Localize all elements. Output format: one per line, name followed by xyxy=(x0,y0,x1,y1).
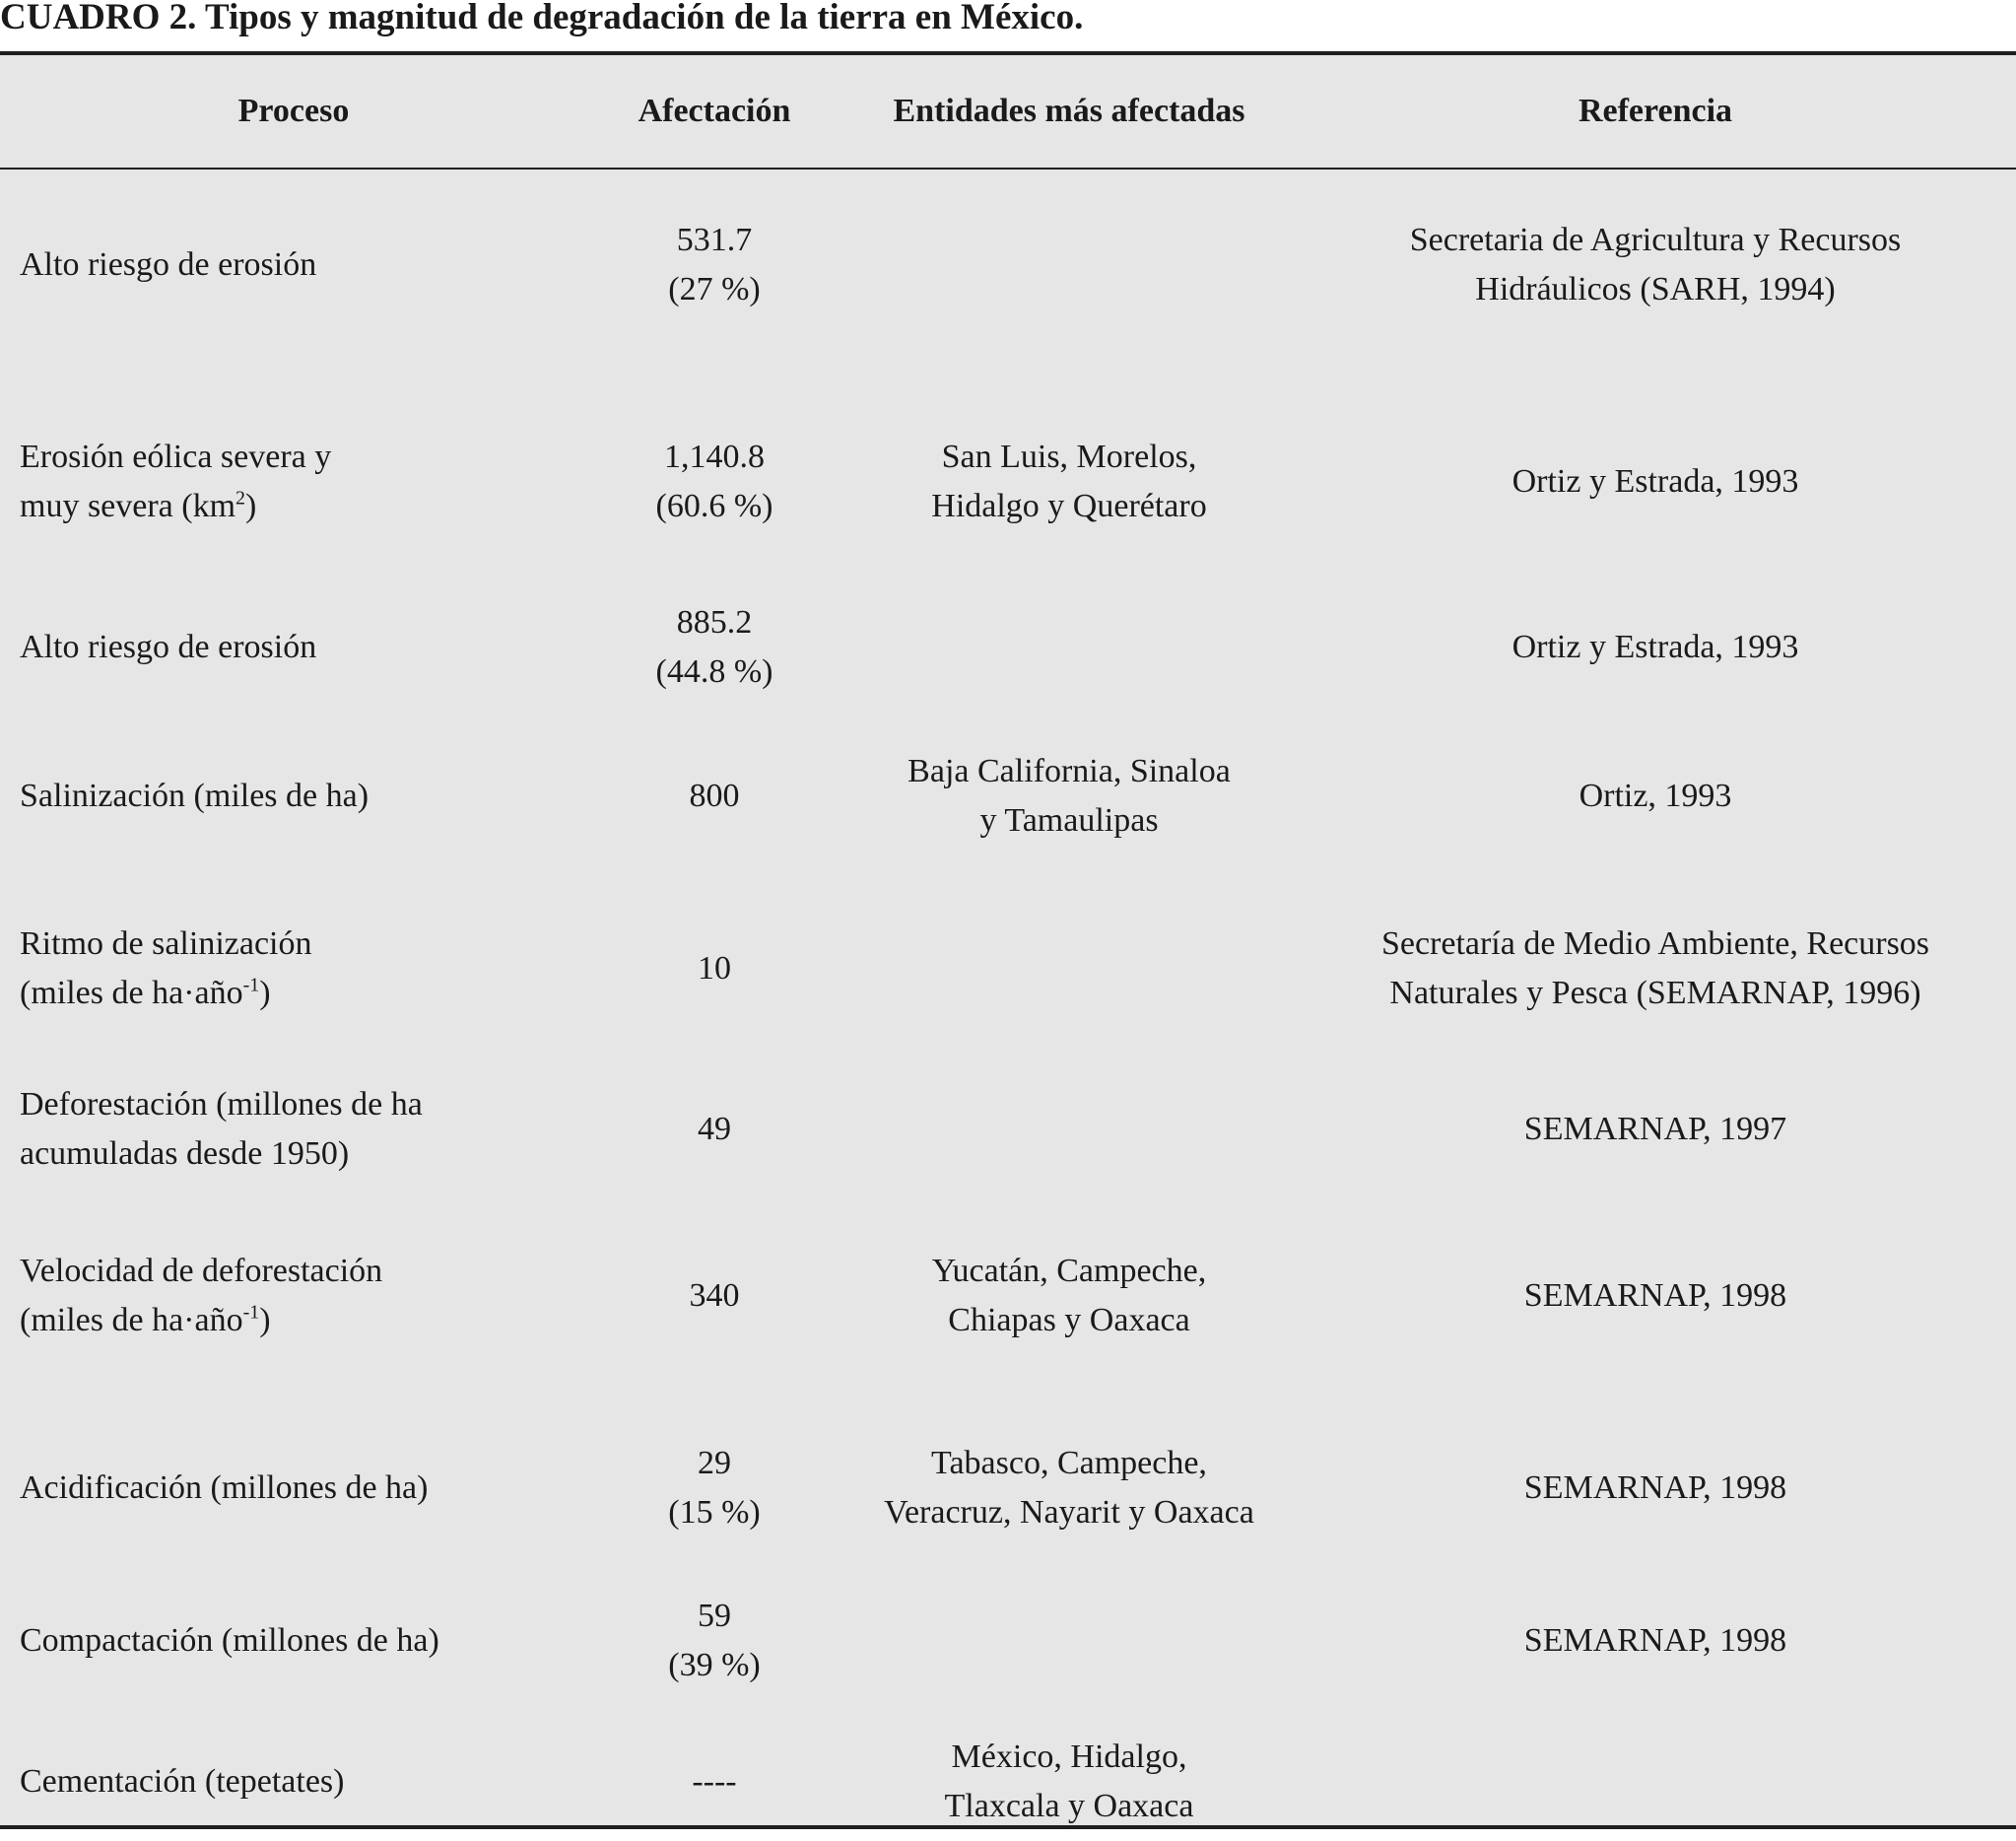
cell-afectacion xyxy=(616,910,813,1028)
cell-line: 531.7 xyxy=(676,221,753,258)
cell-line: Hidalgo y Querétaro xyxy=(931,487,1207,524)
cell-proceso xyxy=(20,737,611,855)
cell-line: Velocidad de deforestación xyxy=(20,1253,383,1289)
cell-line: 29 xyxy=(698,1445,731,1481)
cell-referencia xyxy=(1310,1070,2000,1189)
cell-referencia xyxy=(1310,1723,2000,1841)
cell-proceso xyxy=(20,1237,611,1355)
cell-entidades xyxy=(833,1070,1306,1189)
cell-line xyxy=(20,482,256,531)
cell-line: Tlaxcala y Oaxaca xyxy=(944,1788,1194,1824)
header-proceso: Proceso xyxy=(237,93,350,129)
cell-line: Tabasco, Campeche, xyxy=(931,1445,1207,1481)
cell-proceso xyxy=(20,1429,611,1547)
cell-afectacion xyxy=(616,737,813,855)
superscript: 2 xyxy=(235,487,246,510)
cell-referencia xyxy=(1310,737,2000,855)
table-row xyxy=(0,737,2016,855)
cell-afectacion xyxy=(616,1582,813,1700)
cell-line: 1,140.8 xyxy=(664,438,765,475)
cell-line: Acidificación (millones de ha) xyxy=(20,1469,429,1506)
cell-proceso xyxy=(20,170,611,360)
cell-line: Secretaría de Medio Ambiente, Recursos xyxy=(1380,925,1930,962)
cell-line: Alto riesgo de erosión xyxy=(20,245,317,283)
superscript: -1 xyxy=(242,974,260,996)
table-row xyxy=(0,1237,2016,1355)
cell-line: (39 %) xyxy=(668,1647,761,1683)
cell-entidades xyxy=(833,170,1306,360)
cell-text: (miles de ha·año xyxy=(20,1302,243,1338)
cell-text: ) xyxy=(259,1302,271,1338)
cell-line xyxy=(20,969,271,1018)
cell-line: SEMARNAP, 1998 xyxy=(1523,1622,1787,1659)
cell-line: ---- xyxy=(692,1763,737,1800)
cell-line: 800 xyxy=(689,778,740,814)
cell-line: Secretaria de Agricultura y Recursos xyxy=(1409,221,1902,258)
header-entidades: Entidades más afectadas xyxy=(893,93,1245,129)
header-afectacion: Afectación xyxy=(638,93,791,129)
cell-entidades xyxy=(833,1723,1306,1841)
cell-proceso xyxy=(20,1070,611,1189)
cell-line: Alto riesgo de erosión xyxy=(20,629,317,665)
cell-line: SEMARNAP, 1997 xyxy=(1523,1111,1787,1147)
cell-line: Yucatán, Campeche, xyxy=(931,1253,1207,1289)
cell-referencia xyxy=(1310,1582,2000,1700)
cell-line: Baja California, Sinaloa xyxy=(907,753,1231,789)
cell-entidades xyxy=(833,1582,1306,1700)
cell-line: SEMARNAP, 1998 xyxy=(1523,1277,1787,1314)
cell-line: Ritmo de salinización xyxy=(20,925,312,962)
cell-line: Deforestación (millones de ha xyxy=(20,1086,423,1123)
cell-proceso xyxy=(20,910,611,1028)
table-row xyxy=(0,1070,2016,1189)
cell-line: SEMARNAP, 1998 xyxy=(1523,1469,1787,1506)
cell-line: 340 xyxy=(689,1277,740,1314)
cell-line xyxy=(20,1296,271,1345)
cell-line: y Tamaulipas xyxy=(979,802,1159,839)
cell-line: Hidráulicos (SARH, 1994) xyxy=(1475,270,1836,307)
cell-line: Salinización (miles de ha) xyxy=(20,778,370,814)
cell-line: Veracruz, Nayarit y Oaxaca xyxy=(884,1494,1254,1531)
cell-line: Erosión eólica severa y xyxy=(20,438,332,475)
header-referencia: Referencia xyxy=(1578,93,1733,129)
cell-line: (44.8 %) xyxy=(655,653,773,690)
cell-entidades xyxy=(833,1429,1306,1547)
cell-referencia xyxy=(1310,400,2000,563)
cell-entidades xyxy=(833,1237,1306,1355)
cell-afectacion xyxy=(616,170,813,360)
cell-entidades xyxy=(833,737,1306,855)
cell-line: 49 xyxy=(698,1111,731,1147)
cell-line: (60.6 %) xyxy=(655,487,773,524)
cell-line: (15 %) xyxy=(668,1494,761,1531)
cell-afectacion xyxy=(616,1723,813,1841)
cell-line: Naturales y Pesca (SEMARNAP, 1996) xyxy=(1389,975,1921,1011)
superscript: -1 xyxy=(242,1301,260,1324)
cell-afectacion xyxy=(616,400,813,563)
cell-proceso xyxy=(20,588,611,707)
cell-line: 10 xyxy=(698,950,731,987)
cell-line: Ortiz y Estrada, 1993 xyxy=(1512,629,1799,665)
data-table xyxy=(0,51,2016,1829)
table-caption: CUADRO 2. Tipos y magnitud de degradación de la tierra en México. xyxy=(0,0,1084,37)
cell-afectacion xyxy=(616,1070,813,1189)
table-row xyxy=(0,1429,2016,1547)
cell-afectacion xyxy=(616,1429,813,1547)
cell-proceso xyxy=(20,400,611,563)
table-row xyxy=(0,910,2016,1028)
cell-line: (27 %) xyxy=(668,270,761,307)
cell-line: acumuladas desde 1950) xyxy=(20,1135,350,1172)
cell-referencia xyxy=(1310,1429,2000,1547)
cell-line: Chiapas y Oaxaca xyxy=(948,1302,1190,1338)
cell-line: Compactación (millones de ha) xyxy=(20,1622,439,1659)
table-row xyxy=(0,588,2016,707)
cell-line: 885.2 xyxy=(676,604,753,641)
cell-referencia xyxy=(1310,910,2000,1028)
cell-line: Ortiz, 1993 xyxy=(1579,778,1732,814)
table-row xyxy=(0,400,2016,563)
cell-entidades xyxy=(833,588,1306,707)
cell-afectacion xyxy=(616,588,813,707)
cell-referencia xyxy=(1310,170,2000,360)
cell-referencia xyxy=(1310,588,2000,707)
cell-text: ) xyxy=(245,487,257,524)
cell-entidades xyxy=(833,400,1306,563)
cell-line: México, Hidalgo, xyxy=(951,1739,1187,1775)
table-row xyxy=(0,1723,2016,1841)
cell-text: ) xyxy=(259,975,271,1011)
cell-line: Cementación (tepetates) xyxy=(20,1763,345,1800)
table-header-row xyxy=(0,55,2016,170)
cell-entidades xyxy=(833,910,1306,1028)
cell-referencia xyxy=(1310,1237,2000,1355)
cell-text: (miles de ha·año xyxy=(20,975,243,1011)
cell-line: San Luis, Morelos, xyxy=(941,438,1197,475)
table-row xyxy=(0,1582,2016,1700)
cell-proceso xyxy=(20,1582,611,1700)
cell-line: 59 xyxy=(698,1598,731,1634)
cell-line: Ortiz y Estrada, 1993 xyxy=(1512,462,1799,500)
cell-text: muy severa (km xyxy=(20,487,236,524)
table-row xyxy=(0,170,2016,360)
cell-afectacion xyxy=(616,1237,813,1355)
cell-proceso xyxy=(20,1723,611,1841)
